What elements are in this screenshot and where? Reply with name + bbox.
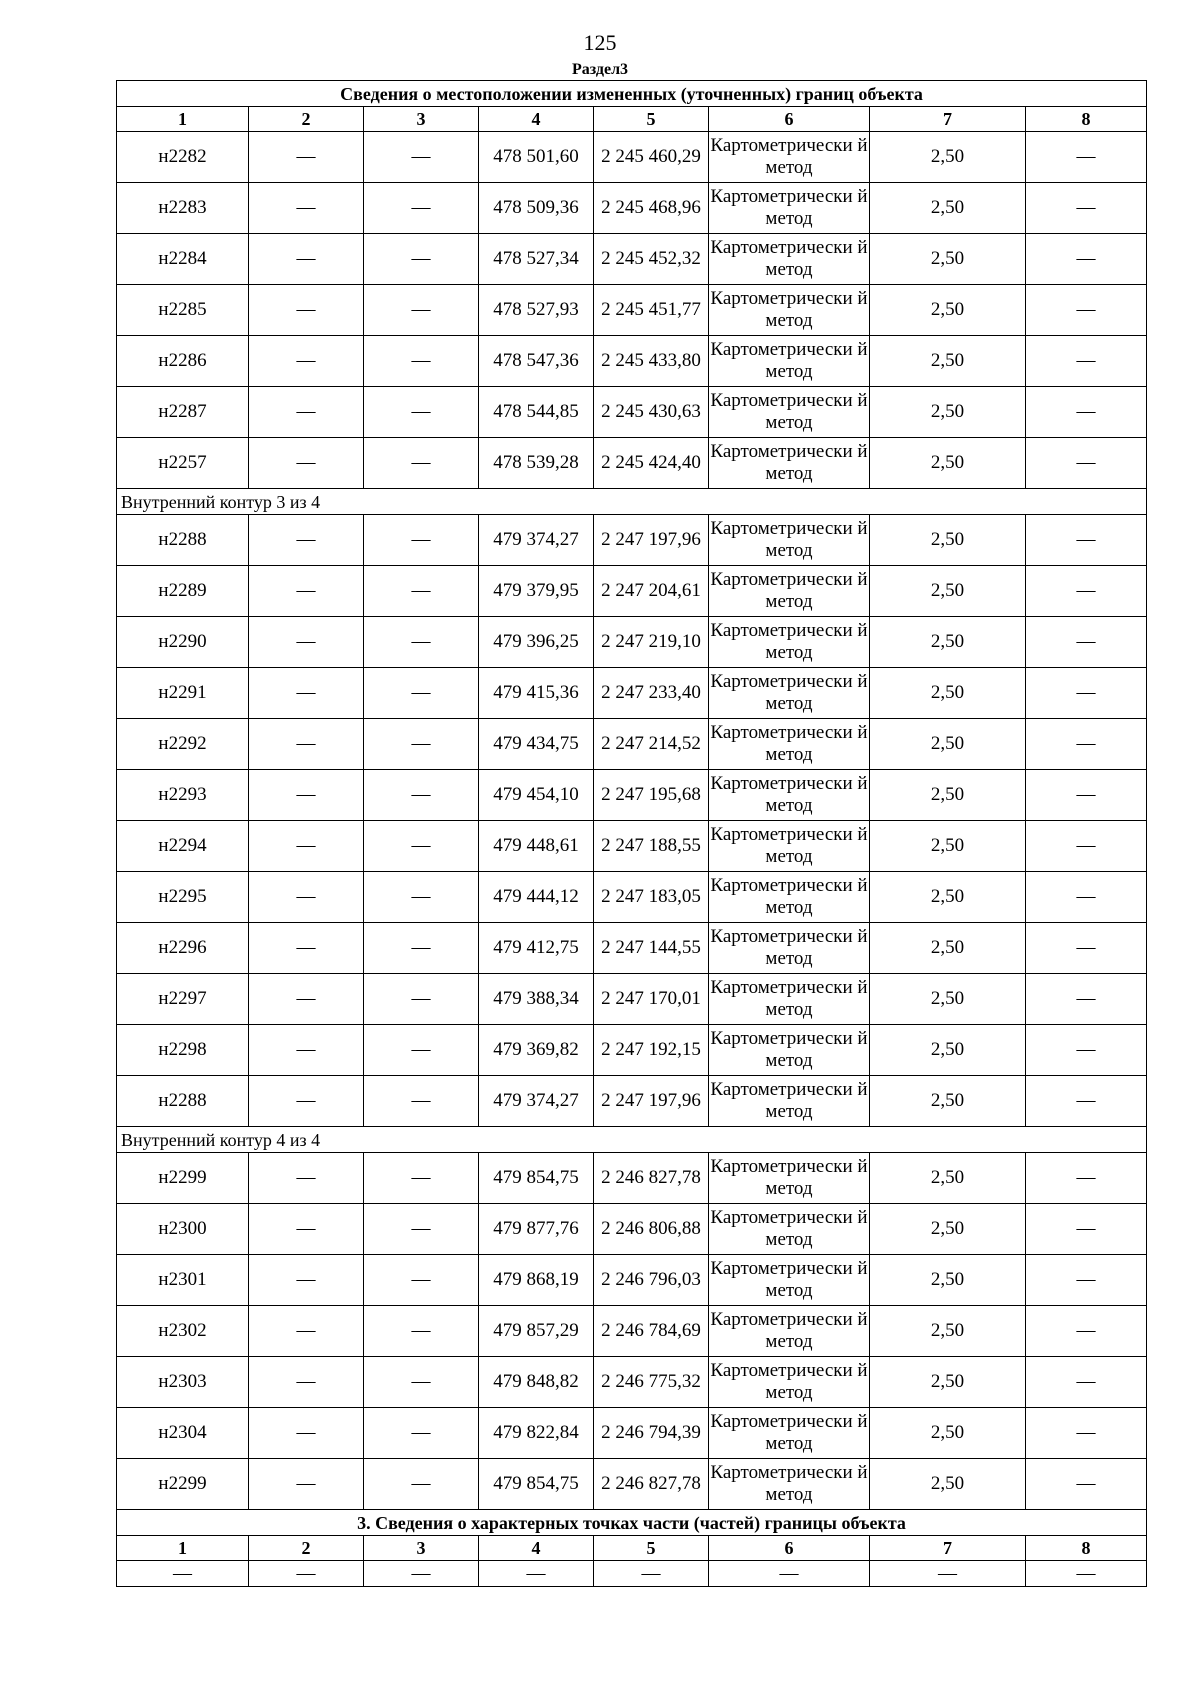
x-coordinate: 479 369,82 xyxy=(479,1025,594,1076)
table-row xyxy=(117,183,1147,234)
col2-value: — xyxy=(249,617,364,668)
method: Картометрически й метод xyxy=(709,668,870,719)
col3-value: — xyxy=(364,617,479,668)
col3-value: — xyxy=(364,132,479,183)
x-coordinate: 478 539,28 xyxy=(479,438,594,489)
point-name: н2289 xyxy=(117,566,249,617)
col8-value: — xyxy=(1026,566,1147,617)
method: Картометрически й метод xyxy=(709,1459,870,1510)
col3-value: — xyxy=(364,668,479,719)
method: Картометрически й метод xyxy=(709,1255,870,1306)
method: Картометрически й метод xyxy=(709,821,870,872)
accuracy: 2,50 xyxy=(870,770,1026,821)
y-coordinate: 2 246 784,69 xyxy=(594,1306,709,1357)
column-header: 3 xyxy=(364,107,479,132)
empty-cell: — xyxy=(1026,1561,1147,1587)
method: Картометрически й метод xyxy=(709,387,870,438)
col3-value: — xyxy=(364,1076,479,1127)
table-row xyxy=(117,668,1147,719)
col8-value: — xyxy=(1026,821,1147,872)
col8-value: — xyxy=(1026,438,1147,489)
column-header: 7 xyxy=(870,1536,1026,1561)
x-coordinate: 479 396,25 xyxy=(479,617,594,668)
x-coordinate: 479 415,36 xyxy=(479,668,594,719)
table-row xyxy=(117,387,1147,438)
column-header: 2 xyxy=(249,107,364,132)
y-coordinate: 2 246 794,39 xyxy=(594,1408,709,1459)
col2-value: — xyxy=(249,1357,364,1408)
point-name: н2291 xyxy=(117,668,249,719)
empty-cell: — xyxy=(364,1561,479,1587)
contour-label: Внутренний контур 3 из 4 xyxy=(117,489,1147,515)
col3-value: — xyxy=(364,234,479,285)
x-coordinate: 479 848,82 xyxy=(479,1357,594,1408)
col2-value: — xyxy=(249,1153,364,1204)
table-body xyxy=(117,81,1147,1587)
column-header: 8 xyxy=(1026,107,1147,132)
y-coordinate: 2 245 424,40 xyxy=(594,438,709,489)
x-coordinate: 479 374,27 xyxy=(479,515,594,566)
col3-value: — xyxy=(364,387,479,438)
x-coordinate: 479 822,84 xyxy=(479,1408,594,1459)
col8-value: — xyxy=(1026,1408,1147,1459)
method: Картометрически й метод xyxy=(709,566,870,617)
col3-value: — xyxy=(364,1153,479,1204)
y-coordinate: 2 247 204,61 xyxy=(594,566,709,617)
method: Картометрически й метод xyxy=(709,1204,870,1255)
accuracy: 2,50 xyxy=(870,1306,1026,1357)
accuracy: 2,50 xyxy=(870,1204,1026,1255)
col2-value: — xyxy=(249,515,364,566)
col8-value: — xyxy=(1026,1357,1147,1408)
col2-value: — xyxy=(249,872,364,923)
col2-value: — xyxy=(249,566,364,617)
column-header: 8 xyxy=(1026,1536,1147,1561)
table-row xyxy=(117,821,1147,872)
part-section-caption: 3. Сведения о характерных точках части (частей) границы объекта xyxy=(117,1510,1147,1536)
col8-value: — xyxy=(1026,1076,1147,1127)
col8-value: — xyxy=(1026,234,1147,285)
point-name: н2287 xyxy=(117,387,249,438)
x-coordinate: 478 544,85 xyxy=(479,387,594,438)
x-coordinate: 479 388,34 xyxy=(479,974,594,1025)
col8-value: — xyxy=(1026,923,1147,974)
method: Картометрически й метод xyxy=(709,132,870,183)
col2-value: — xyxy=(249,923,364,974)
column-header: 5 xyxy=(594,1536,709,1561)
column-header: 2 xyxy=(249,1536,364,1561)
y-coordinate: 2 247 170,01 xyxy=(594,974,709,1025)
accuracy: 2,50 xyxy=(870,617,1026,668)
col8-value: — xyxy=(1026,1153,1147,1204)
y-coordinate: 2 245 451,77 xyxy=(594,285,709,336)
col8-value: — xyxy=(1026,132,1147,183)
col8-value: — xyxy=(1026,515,1147,566)
x-coordinate: 479 454,10 xyxy=(479,770,594,821)
table-row xyxy=(117,1153,1147,1204)
col2-value: — xyxy=(249,1204,364,1255)
table-row xyxy=(117,770,1147,821)
table-caption: Сведения о местоположении измененных (уточненных) границ объекта xyxy=(117,81,1147,107)
table-row xyxy=(117,1076,1147,1127)
point-name: н2284 xyxy=(117,234,249,285)
col3-value: — xyxy=(364,1204,479,1255)
table-row xyxy=(117,566,1147,617)
point-name: н2303 xyxy=(117,1357,249,1408)
point-name: н2304 xyxy=(117,1408,249,1459)
point-name: н2286 xyxy=(117,336,249,387)
col3-value: — xyxy=(364,336,479,387)
col8-value: — xyxy=(1026,1255,1147,1306)
col2-value: — xyxy=(249,974,364,1025)
point-name: н2283 xyxy=(117,183,249,234)
section-label: Раздел3 xyxy=(571,61,629,78)
col3-value: — xyxy=(364,1255,479,1306)
col2-value: — xyxy=(249,387,364,438)
column-header: 1 xyxy=(117,1536,249,1561)
method: Картометрически й метод xyxy=(709,438,870,489)
method: Картометрически й метод xyxy=(709,336,870,387)
accuracy: 2,50 xyxy=(870,821,1026,872)
accuracy: 2,50 xyxy=(870,1025,1026,1076)
y-coordinate: 2 246 796,03 xyxy=(594,1255,709,1306)
empty-cell: — xyxy=(709,1561,870,1587)
column-header: 4 xyxy=(479,1536,594,1561)
empty-cell: — xyxy=(479,1561,594,1587)
empty-cell: — xyxy=(870,1561,1026,1587)
y-coordinate: 2 246 827,78 xyxy=(594,1153,709,1204)
y-coordinate: 2 246 775,32 xyxy=(594,1357,709,1408)
table-row xyxy=(117,285,1147,336)
col3-value: — xyxy=(364,1306,479,1357)
col8-value: — xyxy=(1026,617,1147,668)
x-coordinate: 478 509,36 xyxy=(479,183,594,234)
y-coordinate: 2 245 468,96 xyxy=(594,183,709,234)
table-row xyxy=(117,1408,1147,1459)
col8-value: — xyxy=(1026,1025,1147,1076)
x-coordinate: 479 877,76 xyxy=(479,1204,594,1255)
y-coordinate: 2 247 195,68 xyxy=(594,770,709,821)
x-coordinate: 479 374,27 xyxy=(479,1076,594,1127)
accuracy: 2,50 xyxy=(870,872,1026,923)
column-header: 4 xyxy=(479,107,594,132)
y-coordinate: 2 247 188,55 xyxy=(594,821,709,872)
col8-value: — xyxy=(1026,285,1147,336)
col8-value: — xyxy=(1026,1459,1147,1510)
accuracy: 2,50 xyxy=(870,1076,1026,1127)
x-coordinate: 479 412,75 xyxy=(479,923,594,974)
y-coordinate: 2 247 192,15 xyxy=(594,1025,709,1076)
col3-value: — xyxy=(364,1408,479,1459)
point-name: н2302 xyxy=(117,1306,249,1357)
table-row xyxy=(117,1459,1147,1510)
method: Картометрически й метод xyxy=(709,1025,870,1076)
col8-value: — xyxy=(1026,770,1147,821)
y-coordinate: 2 247 144,55 xyxy=(594,923,709,974)
col8-value: — xyxy=(1026,387,1147,438)
y-coordinate: 2 245 433,80 xyxy=(594,336,709,387)
col3-value: — xyxy=(364,923,479,974)
method: Картометрически й метод xyxy=(709,923,870,974)
method: Картометрически й метод xyxy=(709,617,870,668)
col3-value: — xyxy=(364,821,479,872)
point-name: н2301 xyxy=(117,1255,249,1306)
y-coordinate: 2 247 214,52 xyxy=(594,719,709,770)
table-row xyxy=(117,1204,1147,1255)
point-name: н2300 xyxy=(117,1204,249,1255)
x-coordinate: 479 434,75 xyxy=(479,719,594,770)
col3-value: — xyxy=(364,719,479,770)
x-coordinate: 479 854,75 xyxy=(479,1459,594,1510)
col8-value: — xyxy=(1026,974,1147,1025)
y-coordinate: 2 246 827,78 xyxy=(594,1459,709,1510)
col2-value: — xyxy=(249,821,364,872)
x-coordinate: 479 379,95 xyxy=(479,566,594,617)
method: Картометрически й метод xyxy=(709,974,870,1025)
col8-value: — xyxy=(1026,183,1147,234)
col2-value: — xyxy=(249,719,364,770)
accuracy: 2,50 xyxy=(870,974,1026,1025)
point-name: н2292 xyxy=(117,719,249,770)
y-coordinate: 2 245 430,63 xyxy=(594,387,709,438)
point-name: н2288 xyxy=(117,515,249,566)
empty-cell: — xyxy=(249,1561,364,1587)
table-row xyxy=(117,515,1147,566)
part-section-empty-row xyxy=(117,1561,1147,1587)
col8-value: — xyxy=(1026,668,1147,719)
column-header: 7 xyxy=(870,107,1026,132)
table-caption-row xyxy=(117,81,1147,107)
x-coordinate: 478 501,60 xyxy=(479,132,594,183)
accuracy: 2,50 xyxy=(870,719,1026,770)
col8-value: — xyxy=(1026,1306,1147,1357)
point-name: н2285 xyxy=(117,285,249,336)
col3-value: — xyxy=(364,872,479,923)
col3-value: — xyxy=(364,1459,479,1510)
point-name: н2293 xyxy=(117,770,249,821)
method: Картометрически й метод xyxy=(709,183,870,234)
x-coordinate: 478 547,36 xyxy=(479,336,594,387)
col2-value: — xyxy=(249,1408,364,1459)
x-coordinate: 478 527,34 xyxy=(479,234,594,285)
col2-value: — xyxy=(249,336,364,387)
point-name: н2296 xyxy=(117,923,249,974)
accuracy: 2,50 xyxy=(870,387,1026,438)
table-row xyxy=(117,438,1147,489)
x-coordinate: 479 854,75 xyxy=(479,1153,594,1204)
col3-value: — xyxy=(364,1357,479,1408)
accuracy: 2,50 xyxy=(870,1153,1026,1204)
accuracy: 2,50 xyxy=(870,336,1026,387)
table-row xyxy=(117,617,1147,668)
part-section-header-row xyxy=(117,1536,1147,1561)
col2-value: — xyxy=(249,1025,364,1076)
col3-value: — xyxy=(364,566,479,617)
method: Картометрически й метод xyxy=(709,1357,870,1408)
col2-value: — xyxy=(249,132,364,183)
col2-value: — xyxy=(249,770,364,821)
accuracy: 2,50 xyxy=(870,132,1026,183)
accuracy: 2,50 xyxy=(870,438,1026,489)
col3-value: — xyxy=(364,770,479,821)
table-row xyxy=(117,1025,1147,1076)
table-row xyxy=(117,872,1147,923)
col2-value: — xyxy=(249,668,364,719)
col8-value: — xyxy=(1026,872,1147,923)
method: Картометрически й метод xyxy=(709,770,870,821)
accuracy: 2,50 xyxy=(870,1255,1026,1306)
x-coordinate: 479 448,61 xyxy=(479,821,594,872)
accuracy: 2,50 xyxy=(870,285,1026,336)
column-header: 3 xyxy=(364,1536,479,1561)
point-name: н2297 xyxy=(117,974,249,1025)
table-row xyxy=(117,923,1147,974)
point-name: н2294 xyxy=(117,821,249,872)
col2-value: — xyxy=(249,1076,364,1127)
boundary-points-table xyxy=(116,80,1147,1587)
accuracy: 2,50 xyxy=(870,234,1026,285)
column-header-row xyxy=(117,107,1147,132)
col3-value: — xyxy=(364,285,479,336)
contour-label-row xyxy=(117,1127,1147,1153)
table-row xyxy=(117,132,1147,183)
col2-value: — xyxy=(249,234,364,285)
x-coordinate: 478 527,93 xyxy=(479,285,594,336)
col3-value: — xyxy=(364,974,479,1025)
table-row xyxy=(117,336,1147,387)
accuracy: 2,50 xyxy=(870,923,1026,974)
column-header: 6 xyxy=(709,107,870,132)
x-coordinate: 479 857,29 xyxy=(479,1306,594,1357)
point-name: н2288 xyxy=(117,1076,249,1127)
table-row xyxy=(117,974,1147,1025)
y-coordinate: 2 247 219,10 xyxy=(594,617,709,668)
method: Картометрически й метод xyxy=(709,1076,870,1127)
table-row xyxy=(117,234,1147,285)
method: Картометрически й метод xyxy=(709,1153,870,1204)
contour-label: Внутренний контур 4 из 4 xyxy=(117,1127,1147,1153)
col3-value: — xyxy=(364,183,479,234)
method: Картометрически й метод xyxy=(709,1408,870,1459)
method: Картометрически й метод xyxy=(709,719,870,770)
page-number: 125 xyxy=(583,30,617,55)
x-coordinate: 479 444,12 xyxy=(479,872,594,923)
accuracy: 2,50 xyxy=(870,1408,1026,1459)
method: Картометрически й метод xyxy=(709,234,870,285)
accuracy: 2,50 xyxy=(870,1459,1026,1510)
point-name: н2257 xyxy=(117,438,249,489)
y-coordinate: 2 247 197,96 xyxy=(594,1076,709,1127)
method: Картометрически й метод xyxy=(709,285,870,336)
point-name: н2299 xyxy=(117,1153,249,1204)
col3-value: — xyxy=(364,515,479,566)
table-row xyxy=(117,1306,1147,1357)
x-coordinate: 479 868,19 xyxy=(479,1255,594,1306)
method: Картометрически й метод xyxy=(709,1306,870,1357)
column-header: 6 xyxy=(709,1536,870,1561)
table-row xyxy=(117,1255,1147,1306)
part-section-caption-row xyxy=(117,1510,1147,1536)
col2-value: — xyxy=(249,438,364,489)
col8-value: — xyxy=(1026,1204,1147,1255)
point-name: н2282 xyxy=(117,132,249,183)
y-coordinate: 2 246 806,88 xyxy=(594,1204,709,1255)
empty-cell: — xyxy=(594,1561,709,1587)
method: Картометрически й метод xyxy=(709,872,870,923)
col3-value: — xyxy=(364,438,479,489)
accuracy: 2,50 xyxy=(870,515,1026,566)
col3-value: — xyxy=(364,1025,479,1076)
table-row xyxy=(117,1357,1147,1408)
col8-value: — xyxy=(1026,336,1147,387)
col2-value: — xyxy=(249,285,364,336)
col2-value: — xyxy=(249,1306,364,1357)
y-coordinate: 2 245 460,29 xyxy=(594,132,709,183)
y-coordinate: 2 245 452,32 xyxy=(594,234,709,285)
accuracy: 2,50 xyxy=(870,183,1026,234)
empty-cell: — xyxy=(117,1561,249,1587)
y-coordinate: 2 247 197,96 xyxy=(594,515,709,566)
point-name: н2290 xyxy=(117,617,249,668)
point-name: н2295 xyxy=(117,872,249,923)
table-row xyxy=(117,719,1147,770)
point-name: н2299 xyxy=(117,1459,249,1510)
col2-value: — xyxy=(249,183,364,234)
accuracy: 2,50 xyxy=(870,566,1026,617)
col8-value: — xyxy=(1026,719,1147,770)
y-coordinate: 2 247 233,40 xyxy=(594,668,709,719)
column-header: 5 xyxy=(594,107,709,132)
accuracy: 2,50 xyxy=(870,668,1026,719)
column-header: 1 xyxy=(117,107,249,132)
y-coordinate: 2 247 183,05 xyxy=(594,872,709,923)
point-name: н2298 xyxy=(117,1025,249,1076)
col2-value: — xyxy=(249,1459,364,1510)
accuracy: 2,50 xyxy=(870,1357,1026,1408)
method: Картометрически й метод xyxy=(709,515,870,566)
contour-label-row xyxy=(117,489,1147,515)
col2-value: — xyxy=(249,1255,364,1306)
